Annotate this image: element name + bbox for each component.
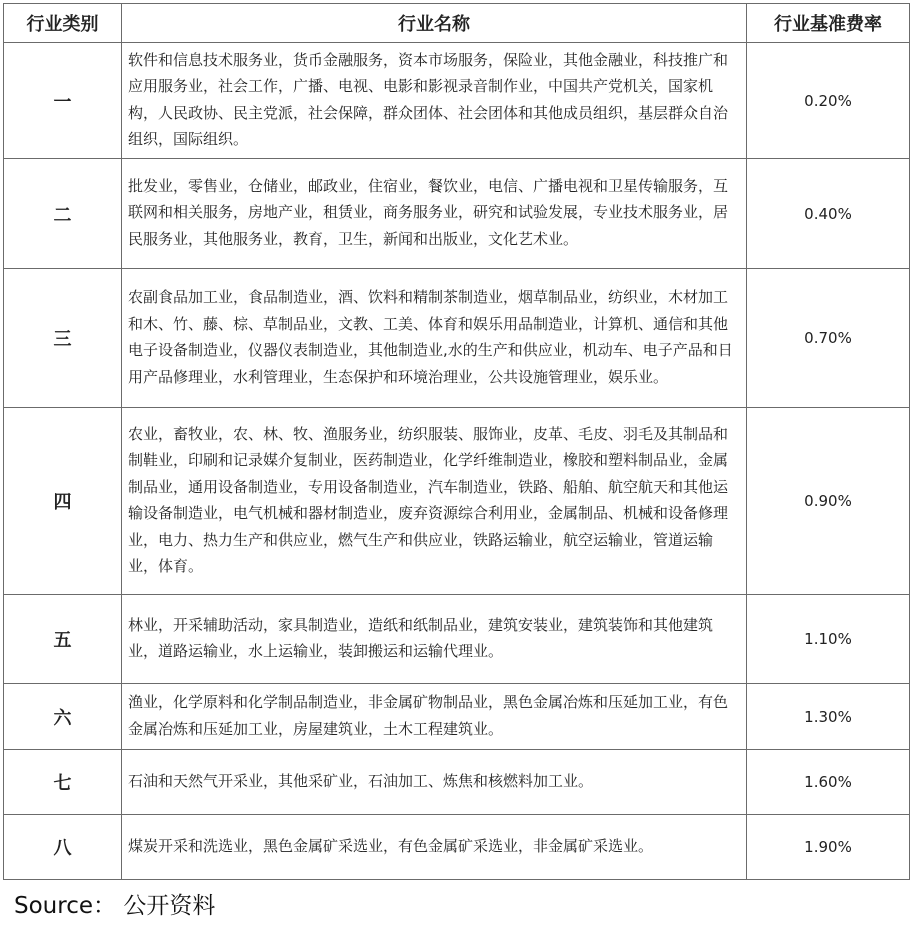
industry-category: 六 xyxy=(4,684,122,750)
industry-category: 四 xyxy=(4,408,122,595)
table-row xyxy=(4,595,910,684)
industry-category: 一 xyxy=(4,43,122,159)
industry-names: 煤炭开采和洗选业，黑色金属矿采选业，有色金属矿采选业，非金属矿采选业。 xyxy=(122,815,747,880)
base-rate: 1.90% xyxy=(747,815,910,880)
source-caption xyxy=(14,887,215,920)
table-row xyxy=(4,269,910,408)
table-row xyxy=(4,43,910,159)
industry-names: 林业，开采辅助活动，家具制造业，造纸和纸制品业，建筑安装业，建筑装饰和其他建筑业，道路运输业，水上运输业，装卸搬运和运输代理业。 xyxy=(122,595,747,684)
header-industry-category: 行业类别 xyxy=(4,4,122,43)
industry-category: 八 xyxy=(4,815,122,880)
base-rate: 1.60% xyxy=(747,750,910,815)
industry-names: 渔业，化学原料和化学制品制造业，非金属矿物制品业，黑色金属冶炼和压延加工业，有色金属冶炼和压延加工业，房屋建筑业，土木工程建筑业。 xyxy=(122,684,747,750)
industry-names: 农副食品加工业，食品制造业，酒、饮料和精制茶制造业，烟草制品业，纺织业，木材加工和木、竹、藤、棕、草制品业，文教、工美、体育和娱乐用品制造业，计算机、通信和其他电子设备制造业，仪器仪表制造业，其他制造业,水的生产和供应业，机动车、电子产品和日用产品修理业，水利管理业，生态保护和环境治理业，公共设施管理业，娱乐业。 xyxy=(122,269,747,408)
base-rate: 0.40% xyxy=(747,159,910,269)
industry-category: 五 xyxy=(4,595,122,684)
table-header-row xyxy=(4,4,910,43)
industry-names: 软件和信息技术服务业，货币金融服务，资本市场服务，保险业，其他金融业，科技推广和应用服务业，社会工作，广播、电视、电影和影视录音制作业，中国共产党机关，国家机构，人民政协、民主党派，社会保障，群众团体、社会团体和其他成员组织，基层群众自治组织，国际组织。 xyxy=(122,43,747,159)
industry-rate-table xyxy=(3,3,910,880)
industry-names: 农业，畜牧业，农、林、牧、渔服务业，纺织服装、服饰业，皮革、毛皮、羽毛及其制品和制鞋业，印刷和记录媒介复制业，医药制造业，化学纤维制造业，橡胶和塑料制品业，金属制品业，通用设备制造业，专用设备制造业，汽车制造业，铁路、船舶、航空航天和其他运输设备制造业，电气机械和器材制造业，废弃资源综合利用业，金属制品、机械和设备修理业，电力、热力生产和供应业，燃气生产和供应业，铁路运输业，航空运输业，管道运输业，体育。 xyxy=(122,408,747,595)
base-rate: 0.70% xyxy=(747,269,910,408)
table-row xyxy=(4,408,910,595)
source-value: 公开资料 xyxy=(123,893,216,919)
table-row xyxy=(4,750,910,815)
page xyxy=(3,3,909,880)
source-label: Source： xyxy=(14,893,116,919)
table-row xyxy=(4,159,910,269)
base-rate: 0.90% xyxy=(747,408,910,595)
industry-category: 七 xyxy=(4,750,122,815)
industry-names: 石油和天然气开采业，其他采矿业，石油加工、炼焦和核燃料加工业。 xyxy=(122,750,747,815)
base-rate: 1.30% xyxy=(747,684,910,750)
base-rate: 1.10% xyxy=(747,595,910,684)
industry-names: 批发业，零售业，仓储业，邮政业，住宿业，餐饮业，电信、广播电视和卫星传输服务，互联网和相关服务，房地产业，租赁业，商务服务业，研究和试验发展，专业技术服务业，居民服务业，其他服务业，教育，卫生，新闻和出版业，文化艺术业。 xyxy=(122,159,747,269)
header-industry-names: 行业名称 xyxy=(122,4,747,43)
industry-category: 二 xyxy=(4,159,122,269)
table-row xyxy=(4,684,910,750)
header-base-rate: 行业基准费率 xyxy=(747,4,910,43)
base-rate: 0.20% xyxy=(747,43,910,159)
industry-category: 三 xyxy=(4,269,122,408)
table-row xyxy=(4,815,910,880)
